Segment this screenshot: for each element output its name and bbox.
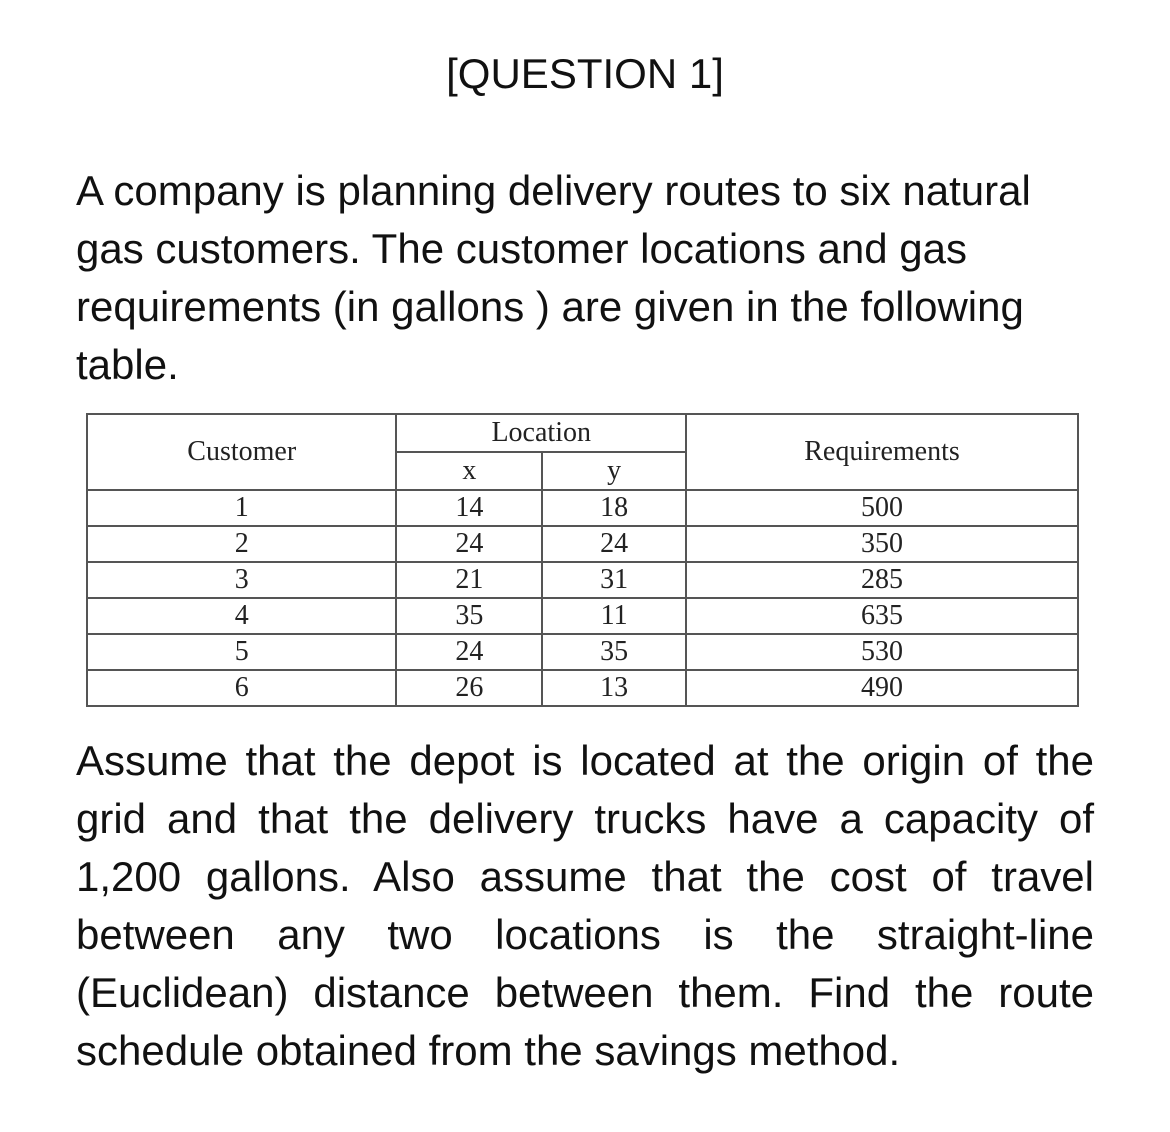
customer-table xyxy=(86,413,1079,707)
cell-x: 24 xyxy=(396,526,542,562)
cell-customer: 4 xyxy=(87,598,396,634)
cell-customer: 2 xyxy=(87,526,396,562)
table-row xyxy=(87,598,1078,634)
cell-requirements: 285 xyxy=(686,562,1078,598)
question-heading: [QUESTION 1] xyxy=(446,50,724,97)
cell-requirements: 350 xyxy=(686,526,1078,562)
cell-requirements: 530 xyxy=(686,634,1078,670)
cell-y: 35 xyxy=(542,634,686,670)
header-customer: Customer xyxy=(87,414,396,490)
cell-x: 35 xyxy=(396,598,542,634)
cell-requirements: 490 xyxy=(686,670,1078,706)
problem-intro: A company is planning delivery routes to six natural gas customers. The customer locations and gas requirements (in gallons ) are given in the following table. xyxy=(76,167,1031,388)
header-y: y xyxy=(542,452,686,490)
cell-y: 31 xyxy=(542,562,686,598)
cell-customer: 6 xyxy=(87,670,396,706)
table-row xyxy=(87,526,1078,562)
cell-y: 18 xyxy=(542,490,686,526)
cell-customer: 5 xyxy=(87,634,396,670)
table-header-row xyxy=(87,414,1078,452)
table-row xyxy=(87,670,1078,706)
table-row xyxy=(87,634,1078,670)
cell-requirements: 500 xyxy=(686,490,1078,526)
table-row xyxy=(87,562,1078,598)
header-location: Location xyxy=(396,414,686,452)
cell-y: 11 xyxy=(542,598,686,634)
cell-x: 24 xyxy=(396,634,542,670)
header-x: x xyxy=(396,452,542,490)
cell-customer: 3 xyxy=(87,562,396,598)
cell-x: 14 xyxy=(396,490,542,526)
cell-y: 24 xyxy=(542,526,686,562)
cell-requirements: 635 xyxy=(686,598,1078,634)
cell-x: 26 xyxy=(396,670,542,706)
cell-customer: 1 xyxy=(87,490,396,526)
cell-y: 13 xyxy=(542,670,686,706)
header-requirements: Requirements xyxy=(686,414,1078,490)
problem-body: Assume that the depot is located at the origin of the grid and that the delivery trucks have a capacity of 1,200 gallons. Also assume that the cost of travel between any two locations is the straight-line (Euclidean) distance between them. Find the route schedule obtained from the savings method. xyxy=(76,737,1094,1074)
table-row xyxy=(87,490,1078,526)
cell-x: 21 xyxy=(396,562,542,598)
